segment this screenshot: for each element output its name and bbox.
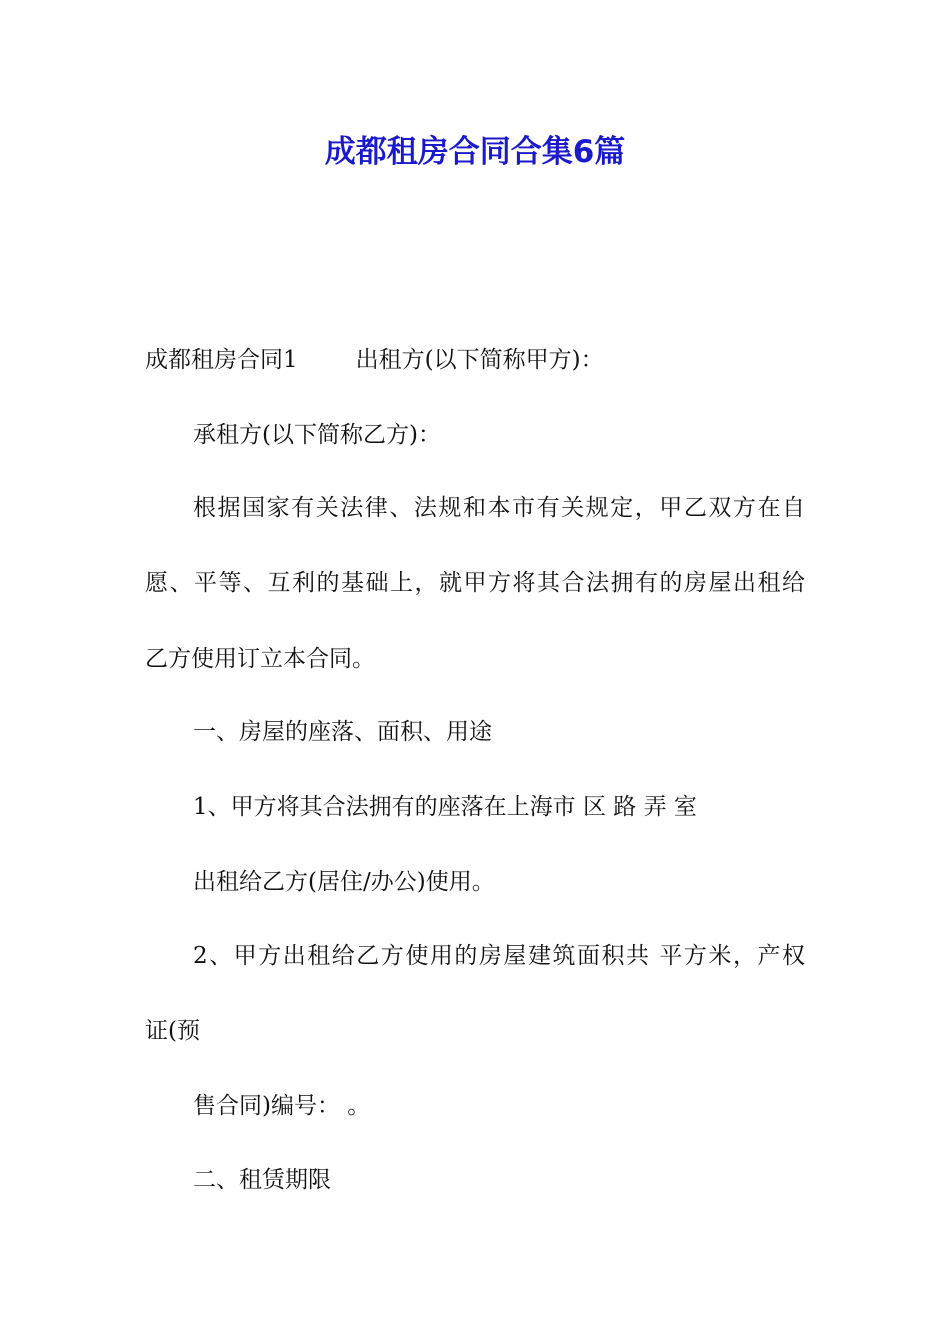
lessor-label: 出租方(以下简称甲方)：	[355, 347, 604, 373]
intro-line	[145, 340, 604, 380]
document-title: 成都租房合同合集6篇	[324, 134, 626, 170]
section-heading: 二、租赁期限	[193, 1167, 331, 1193]
contract-section-label: 成都租房合同1	[145, 347, 298, 373]
clause-line: 2、甲方出租给乙方使用的房屋建筑面积共 平方米，产权	[193, 943, 805, 969]
paragraph-line: 乙方使用订立本合同。	[145, 646, 375, 672]
clause-line: 售合同)编号： 。	[193, 1093, 371, 1119]
paragraph-line: 愿、平等、互利的基础上，就甲方将其合法拥有的房屋出租给	[145, 570, 805, 596]
lessee-label: 承租方(以下简称乙方)：	[193, 422, 441, 448]
clause-line: 证(预	[145, 1018, 200, 1044]
clause-line: 出租给乙方(居住/办公)使用。	[193, 869, 495, 895]
section-heading: 一、房屋的座落、面积、用途	[193, 719, 492, 745]
paragraph-line: 根据国家有关法律、法规和本市有关规定，甲乙双方在自	[193, 495, 805, 521]
clause-line: 1、甲方将其合法拥有的座落在上海市 区 路 弄 室	[193, 794, 697, 820]
